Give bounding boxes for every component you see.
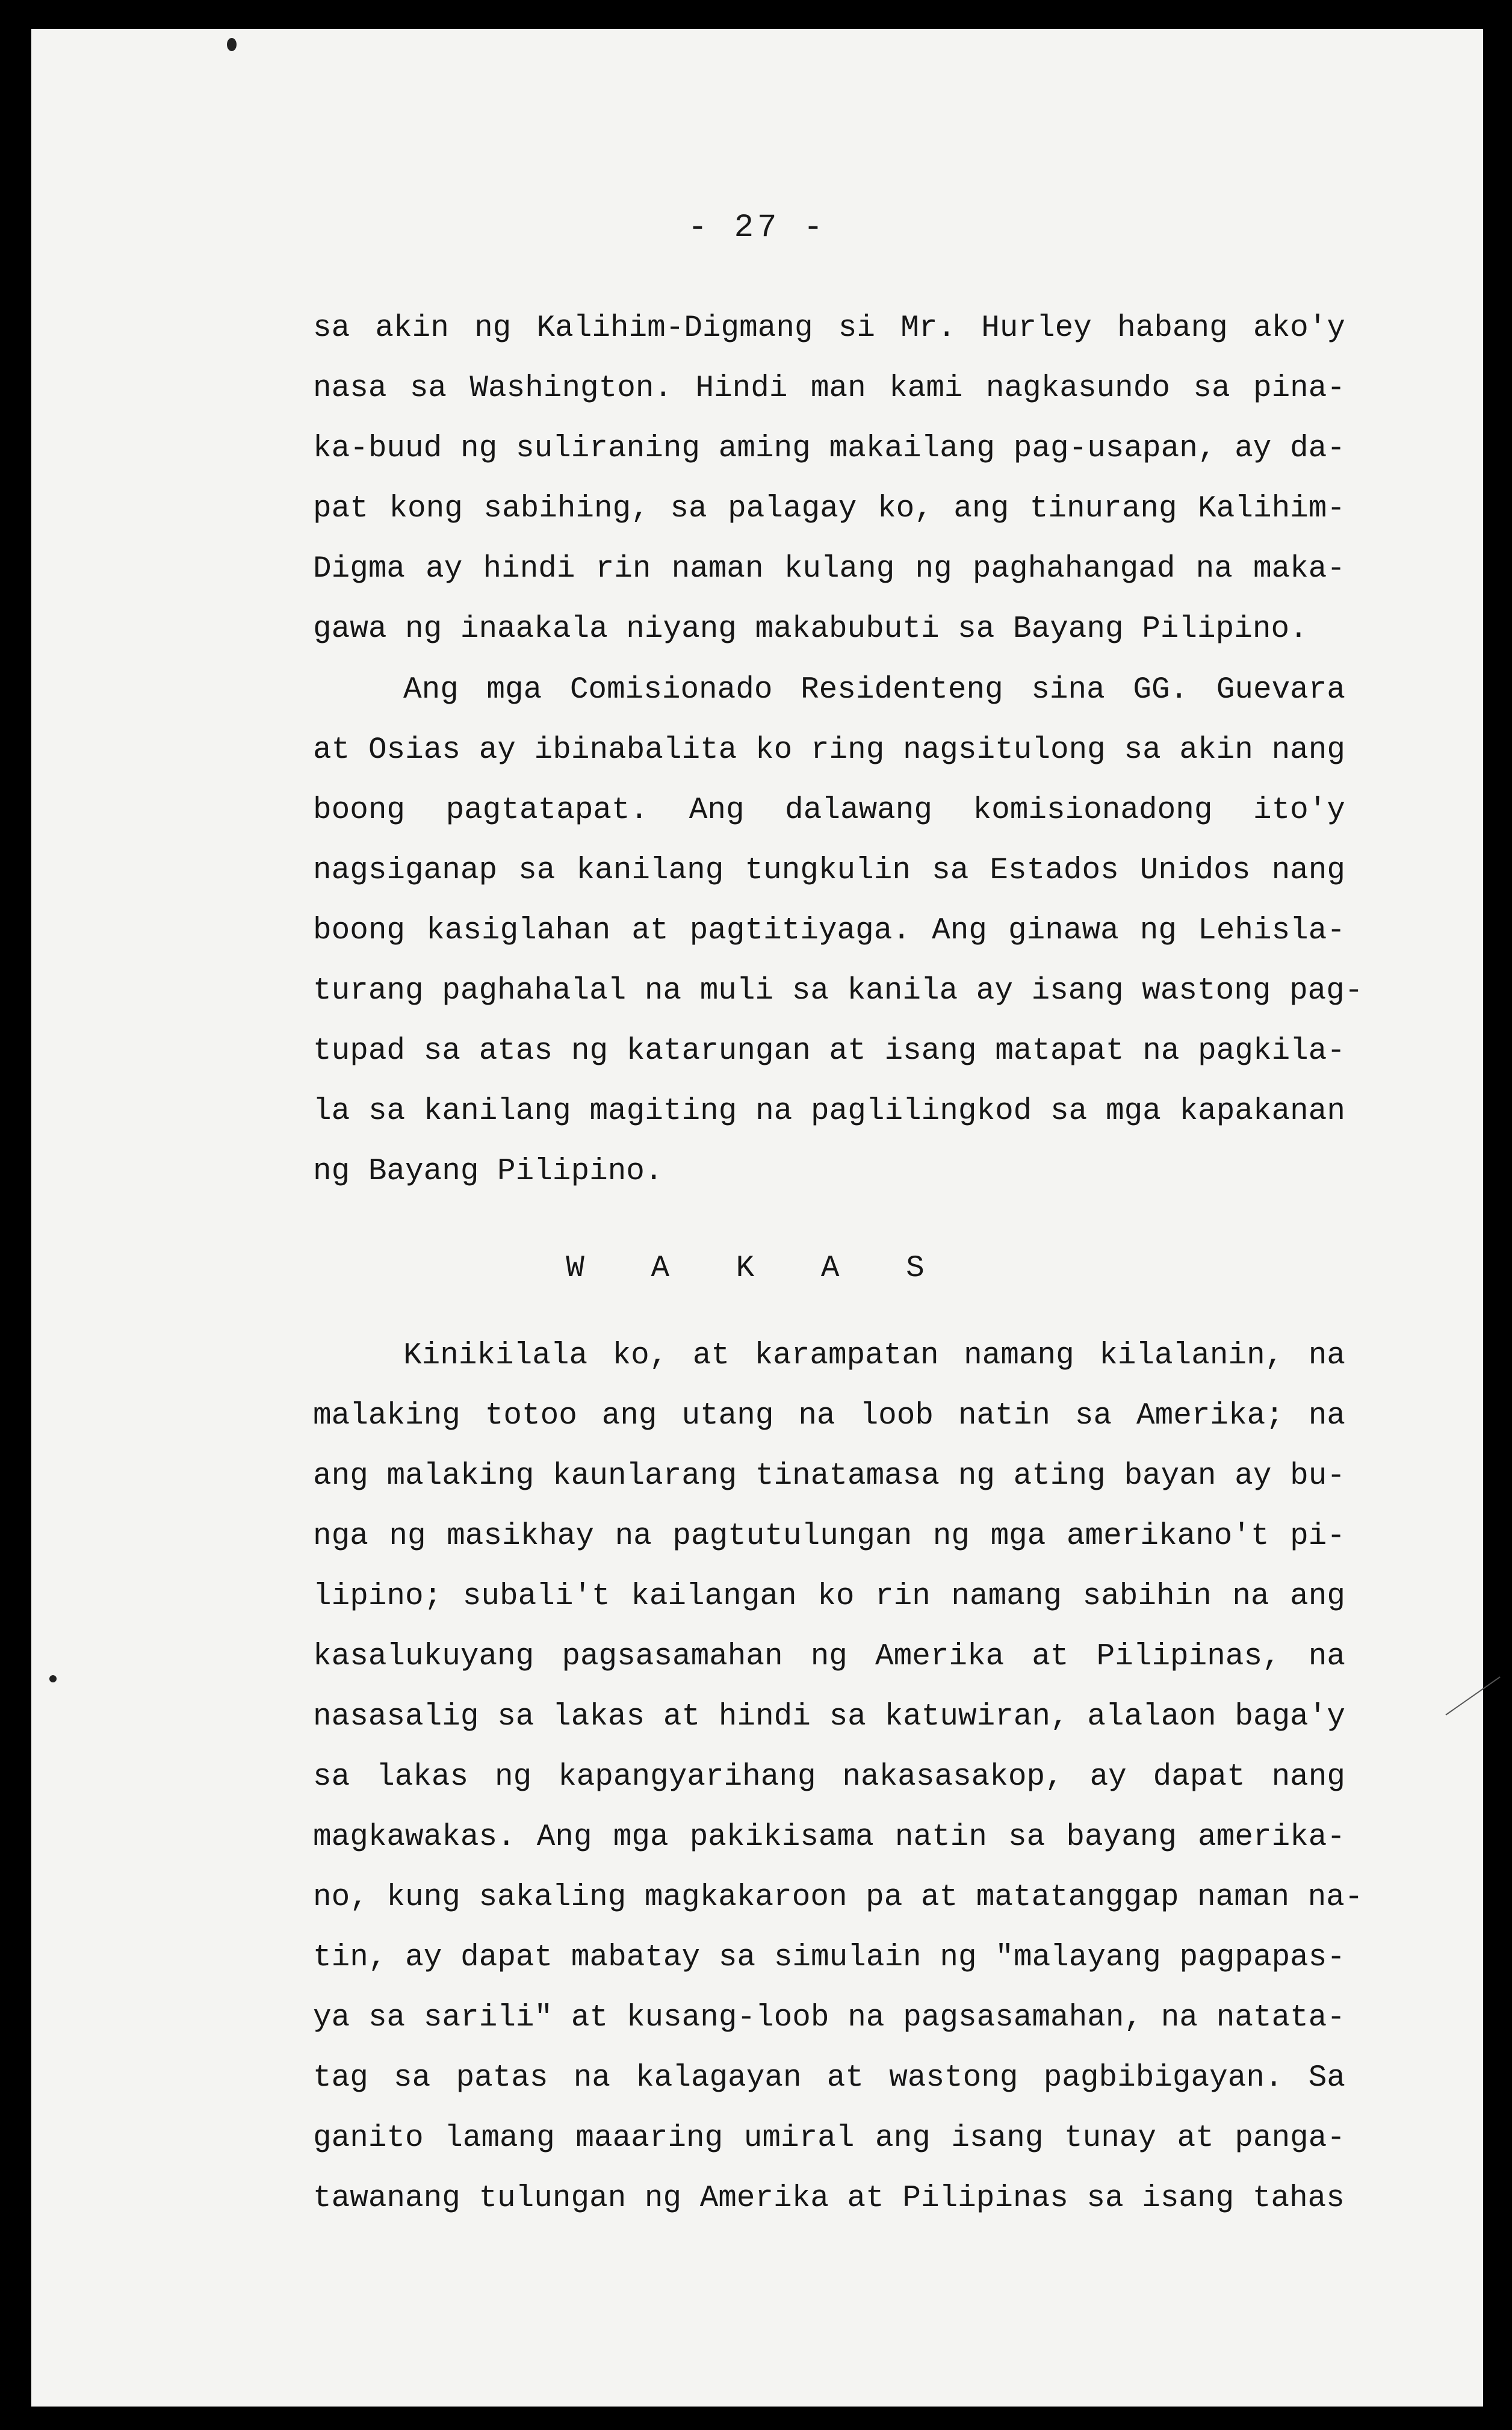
section-heading: W A K A S xyxy=(566,1251,949,1286)
text-line: lipino; subali't kailangan ko rin namang sabihin na ang xyxy=(313,1579,1345,1614)
text-line: tag sa patas na kalagayan at wastong pagbibigayan. Sa xyxy=(313,2061,1345,2095)
text-line: ang malaking kaunlarang tinatamasa ng ating bayan ay bu- xyxy=(313,1459,1345,1493)
text-line: ganito lamang maaaring umiral ang isang tunay at panga- xyxy=(313,2121,1345,2156)
text-line: boong kasiglahan at pagtitiyaga. Ang ginawa ng Lehisla- xyxy=(313,914,1345,948)
text-line: la sa kanilang magiting na paglilingkod sa mga kapakanan xyxy=(313,1094,1345,1129)
paragraph-wakas xyxy=(313,1326,1363,2229)
paragraph-commissioners xyxy=(313,660,1363,1202)
document-page xyxy=(31,29,1483,2407)
text-line: sa akin ng Kalihim-Digmang si Mr. Hurley habang ako'y xyxy=(313,311,1345,346)
ink-speck xyxy=(49,1675,57,1682)
text-line: Kinikilala ko, at karampatan namang kilalanin, na xyxy=(403,1339,1345,1373)
page-number: - 27 - xyxy=(687,209,827,246)
text-line: tawanang tulungan ng Amerika at Pilipinas sa isang tahas xyxy=(313,2181,1345,2216)
text-line: ya sa sarili" at kusang-loob na pagsasamahan, na natata- xyxy=(313,2001,1345,2035)
text-line: pat kong sabihing, sa palagay ko, ang tinurang Kalihim- xyxy=(313,492,1345,526)
text-line: tin, ay dapat mabatay sa simulain ng "malayang pagpapas- xyxy=(313,1941,1345,1975)
paragraph-continued xyxy=(313,299,1345,660)
text-line: ng Bayang Pilipino. xyxy=(313,1155,663,1189)
text-line: kasalukuyang pagsasamahan ng Amerika at Pilipinas, na xyxy=(313,1640,1345,1674)
text-line: no, kung sakaling magkakaroon pa at matatanggap naman na- xyxy=(313,1880,1363,1915)
text-line: tupad sa atas ng katarungan at isang matapat na pagkila- xyxy=(313,1034,1345,1068)
text-line: ka-buud ng suliraning aming makailang pag-usapan, ay da- xyxy=(313,432,1345,466)
text-line: sa lakas ng kapangyarihang nakasasakop, ay dapat nang xyxy=(313,1760,1345,1794)
text-line: Digma ay hindi rin naman kulang ng paghahangad na maka- xyxy=(313,552,1345,586)
text-line: at Osias ay ibinabalita ko ring nagsitulong sa akin nang xyxy=(313,733,1345,767)
text-line: malaking totoo ang utang na loob natin sa Amerika; na xyxy=(313,1399,1345,1433)
ink-speck xyxy=(227,38,237,51)
text-line: magkawakas. Ang mga pakikisama natin sa bayang amerika- xyxy=(313,1820,1345,1855)
text-line: Ang mga Comisionado Residenteng sina GG. Guevara xyxy=(403,673,1345,707)
text-line: nasasalig sa lakas at hindi sa katuwiran, alalaon baga'y xyxy=(313,1700,1345,1734)
edge-mark xyxy=(1445,1676,1500,1716)
text-line: boong pagtatapat. Ang dalawang komisionadong ito'y xyxy=(313,793,1345,828)
text-line: nagsiganap sa kanilang tungkulin sa Estados Unidos nang xyxy=(313,854,1345,888)
text-line: nga ng masikhay na pagtutulungan ng mga amerikano't pi- xyxy=(313,1519,1345,1554)
text-line: nasa sa Washington. Hindi man kami nagkasundo sa pina- xyxy=(313,371,1345,406)
text-line: turang paghahalal na muli sa kanila ay isang wastong pag- xyxy=(313,974,1363,1008)
text-line: gawa ng inaakala niyang makabubuti sa Bayang Pilipino. xyxy=(313,612,1308,646)
